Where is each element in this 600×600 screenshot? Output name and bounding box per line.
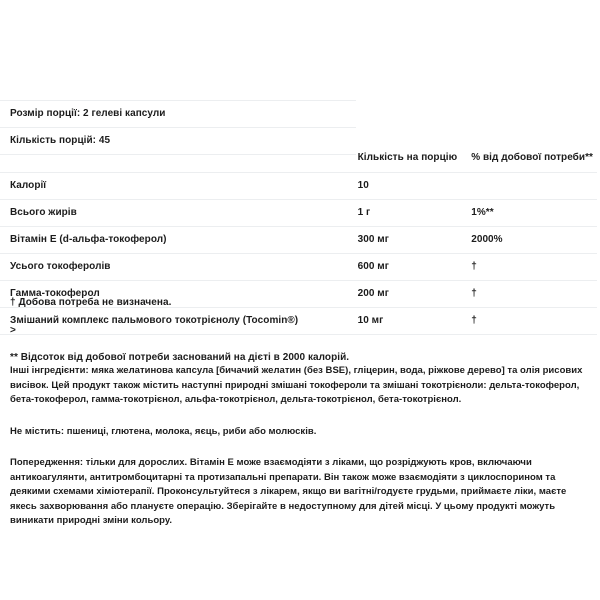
column-header-nutrient [0, 145, 348, 173]
nutrient-name: Гамма-токоферол [0, 281, 348, 308]
table-row [0, 254, 597, 281]
nutrient-daily-value: † [461, 254, 597, 281]
servings-per-container-row: Кількість порцій: 45 [0, 128, 356, 155]
footnote-double-asterisk: ** Відсоток від добової потреби заснований на дієті в 2000 калорій. [10, 352, 350, 363]
column-header-daily-value: % від добової потреби** [471, 152, 593, 163]
nutrient-daily-value [461, 173, 597, 200]
warning-paragraph: Попередження: тільки для дорослих. Вітамін Е може взаємодіяти з ліками, що розріджують кров, включаючи антикоагулянти, антитромбоцитарні та протизапальні препарати. Він також може взаємодіяти з циклоспорином та деякими схемами хіміотерапії. Проконсультуйтеся з лікарем, якщо ви вагітні/годуєте грудьми, приймаєте ліки, маєте якесь захворювання або плануєте операцію. Зберігайте в недоступному для дітей місці. У цьому продукті можуть виникати природні зміни кольору. [10, 457, 567, 526]
nutrient-amount: 10 мг [348, 308, 462, 335]
nutrient-amount: 200 мг [348, 281, 462, 308]
footnote-dagger: † Добова потреба не визначена. [10, 297, 172, 308]
table-row [0, 101, 356, 128]
nutrient-daily-value: 1%** [461, 200, 597, 227]
nutrient-amount: 300 мг [348, 227, 462, 254]
nutrient-amount: 1 г [348, 200, 462, 227]
nutrient-name: Змішаний комплекс пальмового токотрієнолу (Tocomin®) [0, 308, 348, 335]
table-row [0, 227, 597, 254]
column-header-amount-per-serving: Кількість на порцію [357, 152, 458, 163]
free-from-paragraph: Не містить: пшениці, глютена, молока, яєць, риби або молюсків. [10, 425, 317, 437]
nutrient-daily-value: 2000% [461, 227, 597, 254]
nutrient-name: Всього жирів [0, 200, 348, 227]
table-header [0, 145, 597, 173]
nutrient-amount: 600 мг [348, 254, 462, 281]
nutrient-daily-value: † [461, 308, 597, 335]
nutrient-name: Калорії [0, 173, 348, 200]
footnote-gt-marker: > [10, 325, 16, 336]
serving-size-row: Розмір порції: 2 гелеві капсули [0, 101, 356, 128]
body-copy [0, 364, 600, 529]
nutrient-name: Вітамін Е (d-альфа-токоферол) [0, 227, 348, 254]
nutrient-daily-value: † [461, 281, 597, 308]
other-ingredients-paragraph: Інші інгредієнти: мяка желатинова капсула [бичачий желатин (без BSE), гліцерин, вода, ріжкове дерево] та олія рисових висівок. Цей продукт також містить наступні природні змішані токофероли та змішані токотрієноли: дельта-токоферол, бета-токоферол, гамма-токотрієнол, альфа-токотрієнол, дельта-токотрієнол, бета-токотрієнол. [10, 365, 583, 405]
table-row [0, 200, 597, 227]
nutrient-amount: 10 [348, 173, 462, 200]
table-row [0, 173, 597, 200]
nutrient-name: Усього токоферолів [0, 254, 348, 281]
table-header-row [0, 145, 597, 173]
